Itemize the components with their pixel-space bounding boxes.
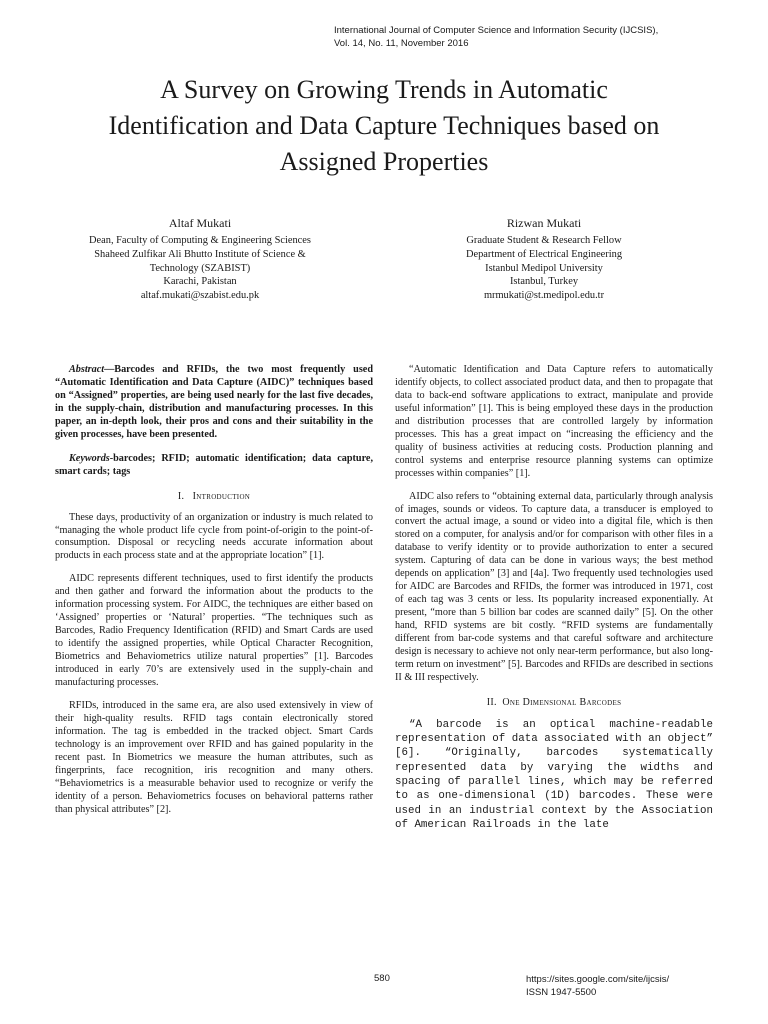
paper-title: A Survey on Growing Trends in Automatic Identification and Data Capture Techniques based on Assigned Properties	[108, 75, 660, 176]
author-block-2	[384, 214, 704, 303]
author-location: Karachi, Pakistan	[163, 276, 237, 288]
abstract-label: Abstract	[69, 364, 105, 375]
author-affiliation: Dean, Faculty of Computing & Engineering Sciences	[89, 235, 311, 246]
author-email: altaf.mukati@szabist.edu.pk	[140, 290, 260, 302]
author-name: Altaf Mukati	[168, 216, 232, 230]
journal-url: https://sites.google.com/site/ijcsis/	[526, 974, 670, 985]
section-heading-barcodes: II. One Dimensional Barcodes	[486, 696, 622, 708]
keywords-label: Keywords	[69, 452, 110, 464]
paragraph: “Automatic Identification and Data Capture refers to automatically identify objects, to collect associated product data, and then to propagate that data to back-end software applications to extract, manipulate and provide useful information” [1]. This is being employed these days in the production and distribution processes that are controlled largely by information processes. This has a great impact on “increasing the efficiency and the quality of business activities at reducing costs. Production planning and control systems and enterprise resource planning systems can optimize processes within companies” [1].	[395, 364, 713, 479]
paragraph: AIDC represents different techniques, used to first identify the products and then gather and forward the information about the products to the information processing system. For AIDC, the techniques are either based on ‘Assigned’ properties or ‘Natural’ properties. “The techniques such as Barcodes, Radio Frequency Identification (RFID) and Smart Cards are used to identify the assigned properties, while Optical Character Recognition, Biometrics and Behaviometrics utilize natural properties” [1]. Barcodes introduced in early 70’s are extensively used in the supply-chain and manufacturing processes.	[55, 573, 373, 689]
author-location: Istanbul, Turkey	[509, 276, 579, 288]
journal-volume: Vol. 14, No. 11, November 2016	[334, 38, 469, 49]
page-number: 580	[374, 973, 390, 984]
issn: ISSN 1947-5500	[526, 987, 597, 998]
abstract	[55, 364, 373, 442]
author-affiliation: Shaheed Zulfikar Ali Bhutto Institute of Science &	[94, 248, 306, 260]
author-affiliation: Department of Electrical Engineering	[465, 248, 623, 260]
footer-info	[526, 973, 669, 999]
author-affiliation: Technology (SZABIST)	[149, 262, 251, 274]
keywords	[55, 453, 373, 479]
abstract-text: —Barcodes and RFIDs, the two most frequently used “Automatic Identification and Data Capture (AIDC)” techniques based on “Assigned” properties, are being used nearly for the last five decades, in the supply-chain, distribution and manufacturing processes. In this paper, an in-depth look, their pros and cons and their suitability in the given processes, have been presented.	[55, 364, 373, 440]
section-heading-introduction: I. Introduction	[177, 490, 251, 502]
author-email: mrmukati@st.medipol.edu.tr	[483, 290, 605, 302]
paragraph: “A barcode is an optical machine-readable representation of data associated with an object” [6]. “Originally, barcodes systematically represented data by varying the widths and spacing of parallel lines, which may be referred to as one-dimensional (1D) barcodes. These were used in an industrial context by the Association of American Railroads in the late	[395, 718, 713, 831]
journal-header	[334, 24, 658, 50]
journal-name: International Journal of Computer Science and Information Security (IJCSIS),	[334, 25, 659, 36]
left-column	[55, 364, 373, 817]
right-column	[395, 364, 713, 832]
paragraph: These days, productivity of an organization or industry is much related to “managing the whole product life cycle from point-of-origin to the point-of-consumption. Disposal or recycling needs accurate information about products in each process state and at the appropriate location” [1].	[55, 511, 373, 562]
paragraph: AIDC also refers to “obtaining external data, particularly through analysis of images, sounds or videos. To capture data, a transducer is employed to convert the actual image, a sound or video into a digital file, which is then stored on a computer, for analysis and/or for comparison with other files in a database to verify identity or to provide authorization to enter a secured system. Capturing of data can be done in various ways; the best method depends on application” [3] and [4a]. Two frequently used technologies used for AIDC are Barcodes and RFIDs, the former was introduced in 1971, cost of each tag was 3 cents or less. Its popularity increased exponentially. At present, “more than 5 billion bar codes are scanned daily” [5]. On the other hand, RFID systems are bit costly. “RFID systems are fundamentally different from bar-code systems and that careful software and architecture design is necessary to achieve not only near-term performance, but also long-term return on investment” [5]. Barcodes and RFIDs are described in sections II & III respectively.	[395, 490, 713, 683]
author-name: Rizwan Mukati	[506, 216, 582, 230]
author-block-1	[40, 214, 360, 303]
keywords-text: -barcodes; RFID; automatic identification; data capture, smart cards; tags	[55, 452, 373, 477]
author-affiliation: Istanbul Medipol University	[485, 262, 603, 274]
author-affiliation: Graduate Student & Research Fellow	[466, 235, 622, 246]
paragraph: RFIDs, introduced in the same era, are also used extensively in view of their high-quality results. RFID tags contain electronically stored information. The tag is embedded in the tracked object. Smart Cards technology is an improvement over RFID and has gained popularity in the recent past. In Biometrics we measure the human attributes, such as fingerprints, face recognition, iris recognition and many others. “Behaviometrics is a measurable behavior used to recognize or verify the identity of a person. Behaviometrics focuses on behavioral patterns rather than physical attributes” [2].	[55, 699, 373, 815]
